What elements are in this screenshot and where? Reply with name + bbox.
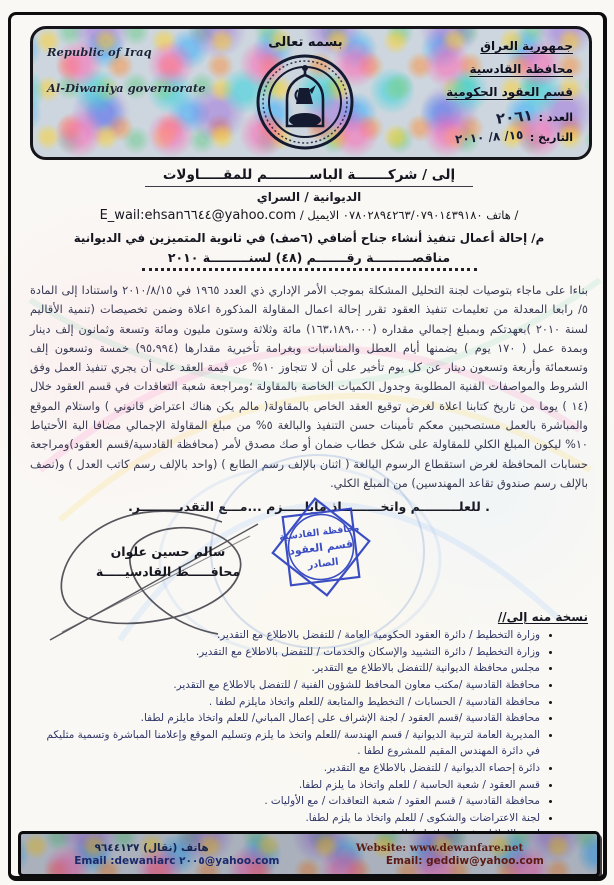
letterhead-center-block: [222, 29, 389, 157]
list-item: • محافظة القادسية / قسم العقود / شعبة التعاقدات / مع الأوليات .: [30, 793, 540, 810]
list-item: • وزارة التخطيط / دائرة التشييد والإسكان والخدمات / للتفضل بالاطلاع مع التقدير.: [30, 644, 540, 661]
list-item: • المديرية العامة لتربية الديوانية / قسم الهندسة /للعلم واتخذ ما يلزم وتسليم الموقع وإعلامنا المباشرة وتسمية مثليكم في دائرة المهندس المقيم للمشروع لطفا .: [30, 727, 540, 760]
dotted-separator: [142, 268, 477, 271]
governorate-seal-icon: [253, 52, 357, 152]
contracts-dept-stamp-icon: [255, 482, 387, 614]
recipient-block: [30, 164, 588, 223]
footer-website-link: Website: www.dewanfare.net: [355, 841, 524, 854]
footer-bar: [18, 831, 600, 877]
distribution-list: [30, 627, 588, 843]
main-paragraph: بناءا على ماجاء بتوصيات لجنة التحليل المشكلة بموجب الأمر الإداري ذي العدد ١٩٦٥ في ٢٠١٠/٨/١٥ واستنادا إلى المادة ٥/ رابعا المعدلة من تعليمات تنفيذ العقود تقرر إحالة اعمال المقاولة المذكورة اعلاة وضمن تخصيصات (تنمية الأقاليم لسنة ٢٠١٠ )بعهدتكم وبمبلغ إجمالي مقداره (١٦٣،١٨٩،٠٠٠) مائة وثلاثة وستون مليون ومائة وتسعة وثمانون إلف دينار وبمدة عمل ( ١٧٠ يوم ) يضمنها أيام العطل والمناسبات وبغرامة تأخيرية مقدارها (٩٥،٩٩٤) خمسة وتسعون إلف وتسعمائة وأربعة وتسعون دينار عن كل يوم تأخير على أن لا تتجاوز ١٠% عن قيمة العقد على أن يجري تنفيذ العمل وفق الشروط والمواصفات الفنية المطلوبة وجدول الكميات الخاصة بالمقاولة ؛ومراجعة شعبة التعاقدات في قسم العقود خلال (١٤ ) يوما من تاريخ كتابنا اعلاة لغرض توقيع العقد الخاص بالمقاولة( مالم يكن هناك اعتراض قانوني ) واستلام الموقع والمباشرة بالعمل مستصحبين معكم تأمينات حسن التنفيذ والبالغة ٥% من مبلغ المقاولة الإجمالي مضافا الية الأحتياط ١٠% ليكون المبلغ الكلي للمقاولة على شكل خطاب ضمان أو صك مصدق لأمر (محافظة القادسية/قسم العقود)ومراجعة حسابات المحافظة لغرض استقطاع الرسوم البالغة ( اثنان بالإلف رسم الطابع ) (واحد بالإلف رسم كاتب العدل ) و(نصف بالإلف رسم صندوق تقاعد المهندسين) من المبلغ الكلي.: [30, 284, 588, 490]
signatory-name: سالم حسين علوان: [110, 544, 226, 560]
date-label: التاريخ :: [529, 130, 573, 144]
footer-row-bottom: [21, 855, 597, 867]
recipient-contact-line: [30, 208, 588, 223]
recipient-email: E_wail:ehsan٦٦٤٤@yahoo.com: [99, 208, 297, 223]
date-handwritten-value: ١٥/ ٨/ ٢٠١٠: [455, 127, 525, 147]
arabic-country-line: جمهورية العراق: [480, 39, 573, 53]
closing-line: . للعلـــــــــم واتخـــــــــاذ مايلـــــزم ...مـــع التقديـــــــــر.: [128, 499, 490, 515]
number-handwritten-value: ٢٠٦١: [495, 106, 534, 128]
signatory-block: [88, 544, 248, 579]
letterhead-english-block: [33, 29, 222, 157]
letter-body: [30, 164, 588, 843]
recipient-address-line: الديوانية / السراي: [256, 190, 362, 204]
arabic-department-line: قسم العقود الحكومية: [446, 85, 573, 99]
list-item: • مجلس محافظة الديوانية /للتفضل بالاطلاع مع التقدير.: [30, 660, 540, 677]
list-item: • محافظة القادسية / الحسابات / التخطيط والمتابعة /للعلم واتخاذ مايلزم لطفا .: [30, 694, 540, 711]
letterhead-arabic-block: [389, 29, 589, 157]
basmala-text: بسمه تعالى: [268, 35, 343, 50]
tender-number-line: مناقصـــــــــة رقـــــــم (٤٨) لسنـــــــــة ٢٠١٠: [167, 250, 451, 265]
stamp-outgoing-text: الصادر: [306, 556, 340, 572]
stamp-department-text: قسم العقود: [288, 537, 354, 559]
list-item: • وزارة التخطيط / دائرة العقود الحكومية العامة / للتفضل بالاطلاع مع التقدير.: [30, 627, 540, 644]
footer-email-secondary: Email: geddiw@yahoo.com: [385, 854, 544, 867]
list-item: • محافظة القادسية /قسم العقود / لجنة الإشراف على إعمال المباني/ للعلم واتخاذ مايلزم لطفا.: [30, 710, 540, 727]
list-item: • قسم العقود / شعبة الحاسبة / للعلم واتخاذ ما يلزم لطفا.: [30, 777, 540, 794]
list-item: • لجنة الاعتراضات والشكوى / للعلم واتخاذ ما يلزم لطفا.: [30, 810, 540, 827]
list-item: • دائرة إحصاء الديوانية / للتفضل بالاطلاع مع التقدير.: [30, 760, 540, 777]
english-governorate-line: Al-Diwaniya governorate: [47, 81, 206, 95]
document-date-row: [393, 127, 573, 147]
signature-area: [30, 514, 588, 610]
recipient-to-line: إلى / شركـــــــة الباســـــــــم للمقـــــاولات: [145, 167, 473, 187]
list-item: • محافظة القادسية /مكتب معاون المحافظ للشؤون الفنية / للتفضل بالاطلاع مع التقدير.: [30, 677, 540, 694]
footer-phone: هاتف (نقال) ٩٦٤٤١٢٧: [94, 841, 209, 854]
subject-line: م/ إحالة أعمال تنفيذ أنشاء جناح أضافي (٦صف) في ثانوية المتميزين في الديوانية: [73, 231, 545, 245]
recipient-phones: / هاتف ٠٧٨٠٢٨٩٤٢٦٣/٠٧٩٠١٤٣٩١٨٠ الايميل /: [299, 208, 519, 222]
distribution-heading: نسخة منه إلى//: [497, 610, 588, 625]
arabic-governorate-line: محافظة القادسية: [469, 62, 573, 76]
document-number-row: [393, 108, 573, 126]
english-country-line: Republic of Iraq: [47, 45, 152, 59]
stamp-governorate-text: محافظة القادسية: [278, 522, 360, 544]
number-label: العدد :: [538, 110, 573, 124]
signatory-title: محافـــــظ القادسيـــــة: [95, 564, 241, 580]
footer-row-top: [21, 842, 597, 854]
letterhead: [30, 26, 592, 160]
footer-email-primary: Email :dewaniarc ٢٠٠٥@yahoo.com: [74, 854, 280, 867]
